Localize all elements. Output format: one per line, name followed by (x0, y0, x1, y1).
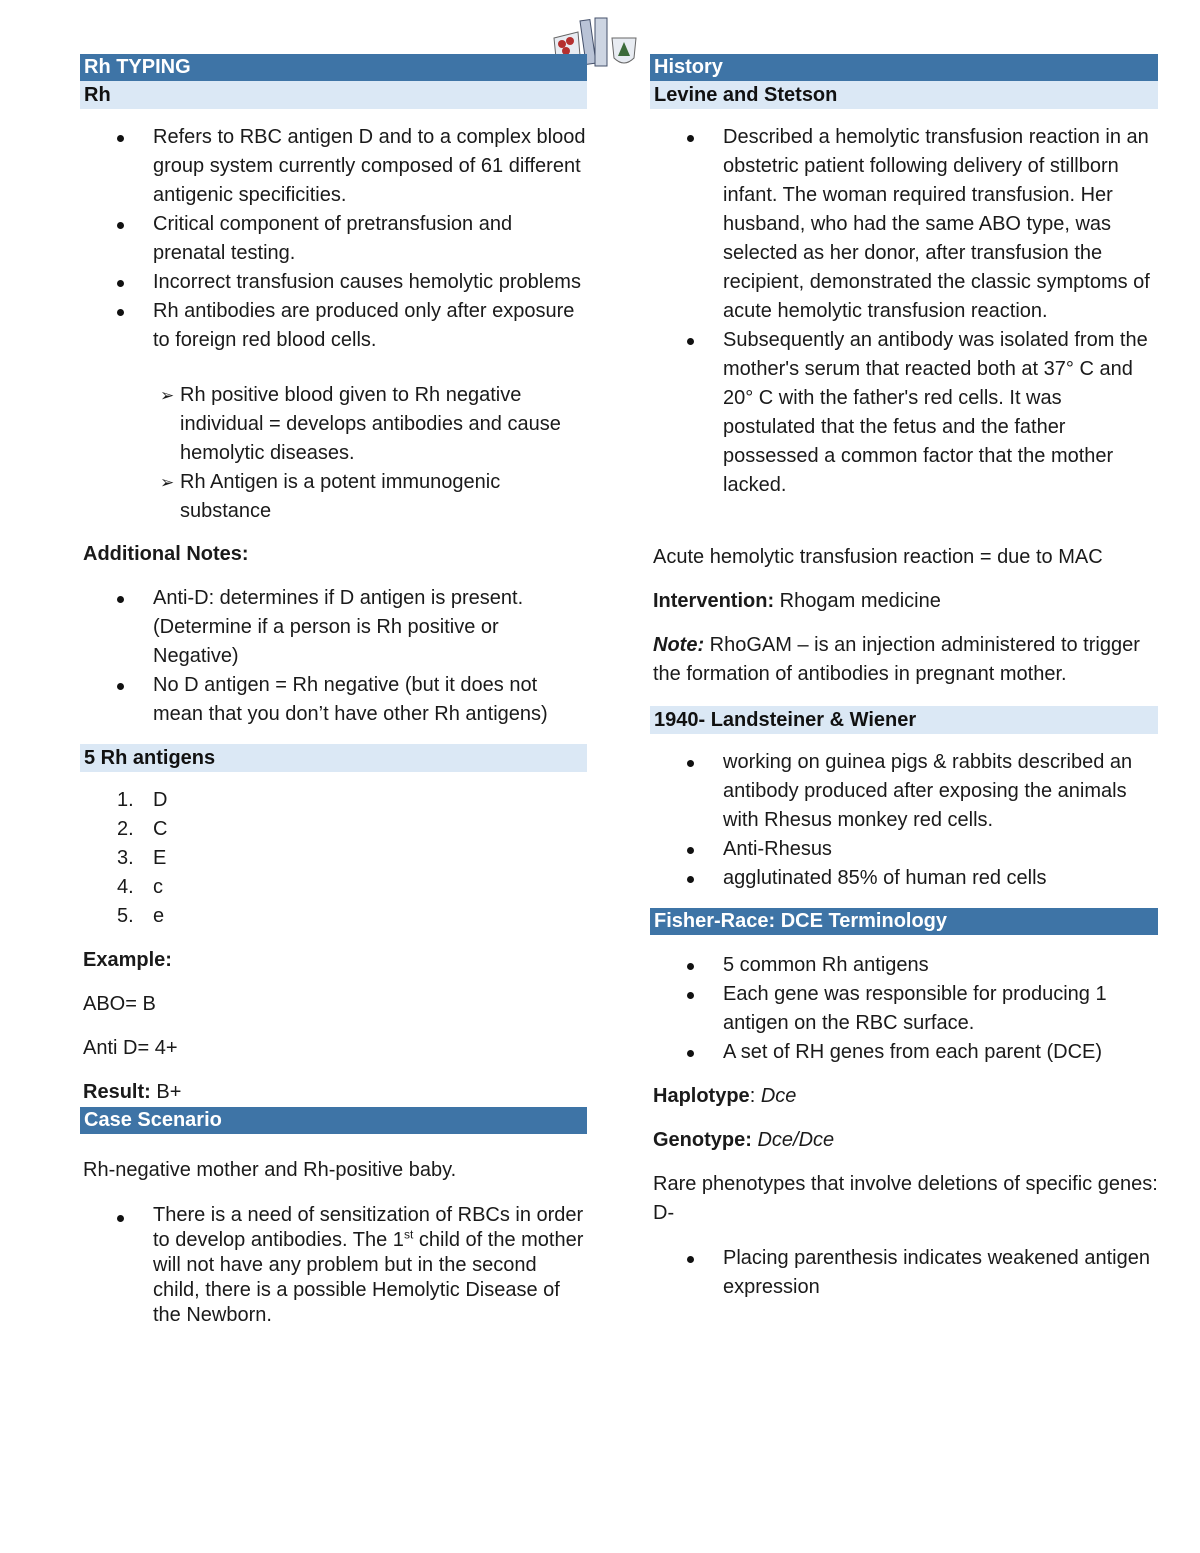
list-item: Subsequently an antibody was isolated from the mother's serum that reacted both at 37° C and 20° C with the father's red cells. It was postulated that the fetus and the father possessed a common factor that the mother lacked. (650, 326, 1158, 500)
rh-antigens-list (80, 786, 587, 931)
list-item: Each gene was responsible for producing 1 antigen on the RBC surface. (650, 980, 1158, 1038)
list-item: Placing parenthesis indicates weakened antigen expression (650, 1244, 1158, 1302)
list-item: Anti-Rhesus (650, 835, 1158, 864)
case-scenario-intro: Rh-negative mother and Rh-positive baby. (83, 1159, 457, 1181)
fisher-race-list (650, 951, 1158, 1067)
list-item: agglutinated 85% of human red cells (650, 864, 1158, 893)
rh-subheading: Rh (80, 81, 587, 109)
arrow-bullet-icon: ➢ (160, 386, 175, 405)
acute-reaction-line: Acute hemolytic transfusion reaction = due to MAC (653, 546, 1103, 568)
list-item: working on guinea pigs & rabbits described an antibody produced after exposing the animals with Rhesus monkey red cells. (650, 748, 1158, 835)
levine-stetson-subheading: Levine and Stetson (650, 81, 1158, 109)
genotype-line: Genotype: Dce/Dce (653, 1129, 835, 1151)
arrow-bullet-icon: ➢ (160, 473, 175, 492)
case-scenario-heading: Case Scenario (80, 1107, 587, 1134)
example-heading: Example: (83, 949, 172, 971)
rh-bullet-list (80, 123, 587, 355)
list-item: Incorrect transfusion causes hemolytic problems (80, 268, 587, 297)
example-abo: ABO= B (83, 993, 156, 1015)
right-column (650, 54, 1158, 1302)
list-item: No D antigen = Rh negative (but it does not mean that you don’t have other Rh antigens) (80, 671, 587, 729)
list-item: 5. e (117, 905, 165, 927)
left-column (80, 54, 587, 1328)
list-item: ➢ Rh positive blood given to Rh negative individual = develops antibodies and cause hemolytic diseases. (80, 381, 587, 468)
landsteiner-list (650, 748, 1158, 893)
example-anti-d: Anti D= 4+ (83, 1037, 178, 1059)
list-item: Described a hemolytic transfusion reaction in an obstetric patient following delivery of stillborn infant. The woman required transfusion. Her husband, who had the same ABO type, was selected as her donor, after transfusion the recipient, demonstrated the classic symptoms of acute hemolytic transfusion reaction. (650, 123, 1158, 326)
history-heading: History (650, 54, 1158, 81)
additional-notes-heading: Additional Notes: (83, 543, 249, 565)
rh-antigens-heading: 5 Rh antigens (80, 744, 587, 772)
list-item: Refers to RBC antigen D and to a complex blood group system currently composed of 61 different antigenic specificities. (80, 123, 587, 210)
list-item: Rh antibodies are produced only after exposure to foreign red blood cells. (80, 297, 587, 355)
levine-bullet-list (650, 123, 1158, 500)
note-line: Note: RhoGAM – is an injection administered to trigger the formation of antibodies in pregnant mother. (653, 634, 1140, 685)
list-item: 5 common Rh antigens (650, 951, 1158, 980)
fisher-race-heading: Fisher-Race: DCE Terminology (650, 908, 1158, 935)
list-item: 1. D (117, 789, 168, 811)
list-item: There is a need of sensitization of RBCs in order to develop antibodies. The 1st child of the mother will not have any problem but in the second child, there is a possible Hemolytic Disease of the Newborn. (80, 1203, 587, 1328)
list-item: ➢ Rh Antigen is a potent immunogenic substance (80, 468, 587, 526)
additional-notes-list (80, 584, 587, 729)
list-item: Critical component of pretransfusion and prenatal testing. (80, 210, 587, 268)
rare-phenotypes-text: Rare phenotypes that involve deletions of specific genes: D- (653, 1173, 1158, 1224)
landsteiner-heading: 1940- Landsteiner & Wiener (650, 706, 1158, 734)
list-item: Anti-D: determines if D antigen is present. (Determine if a person is Rh positive or Negative) (80, 584, 587, 671)
list-item: 4. c (117, 876, 163, 898)
intervention-line: Intervention: Rhogam medicine (653, 590, 941, 612)
list-item: 3. E (117, 847, 167, 869)
list-item: 2. C (117, 818, 168, 840)
haplotype-line: Haplotype: Dce (653, 1085, 797, 1107)
weakened-expression-list (650, 1244, 1158, 1302)
case-scenario-list (80, 1203, 587, 1328)
example-result: Result: B+ (83, 1081, 182, 1103)
list-item: A set of RH genes from each parent (DCE) (650, 1038, 1158, 1067)
rh-typing-heading: Rh TYPING (80, 54, 587, 81)
rh-arrow-list (80, 381, 587, 526)
